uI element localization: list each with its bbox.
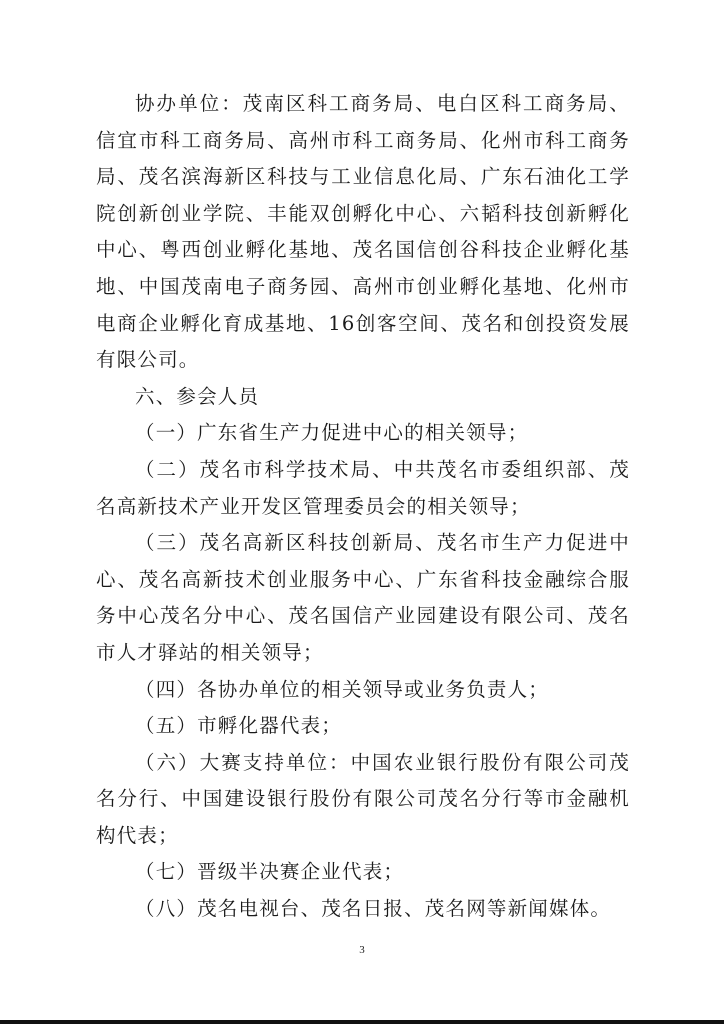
attendee-item-7: （七）晋级半决赛企业代表；: [135, 860, 405, 884]
document-body: [96, 86, 630, 928]
attendee-item-5: （五）市孵化器代表；: [135, 714, 343, 738]
attendee-item-6: （六）大赛支持单位：中国农业银行股份有限公司茂名分行、中国建设银行股份有限公司茂名分行等市金融机构代表；: [96, 750, 630, 847]
attendee-item-1: （一）广东省生产力促进中心的相关领导；: [135, 421, 529, 445]
scan-edge-divider: [0, 1020, 724, 1024]
page-number: 3: [359, 944, 365, 956]
section-heading-attendees: 六、参会人员: [135, 384, 260, 408]
attendee-item-4: （四）各协办单位的相关领导或业务负责人；: [135, 677, 550, 701]
paragraph-co-organizers: 协办单位：茂南区科工商务局、电白区科工商务局、信宜市科工商务局、高州市科工商务局、化州市科工商务局、茂名滨海新区科技与工业信息化局、广东石油化工学院创新创业学院、丰能双创孵化中心、六韬科技创新孵化中心、粤西创业孵化基地、茂名国信创谷科技企业孵化基地、中国茂南电子商务园、高州市创业孵化基地、化州市电商企业孵化育成基地、16创客空间、茂名和创投资发展有限公司。: [96, 92, 630, 372]
attendee-item-3: （三）茂名高新区科技创新局、茂名市生产力促进中心、茂名高新技术创业服务中心、广东省科技金融综合服务中心茂名分中心、茂名国信产业园建设有限公司、茂名市人才驿站的相关领导；: [96, 531, 630, 664]
attendee-item-2: （二）茂名市科学技术局、中共茂名市委组织部、茂名高新技术产业开发区管理委员会的相关领导；: [96, 457, 630, 518]
attendee-item-8: （八）茂名电视台、茂名日报、茂名网等新闻媒体。: [135, 897, 612, 921]
